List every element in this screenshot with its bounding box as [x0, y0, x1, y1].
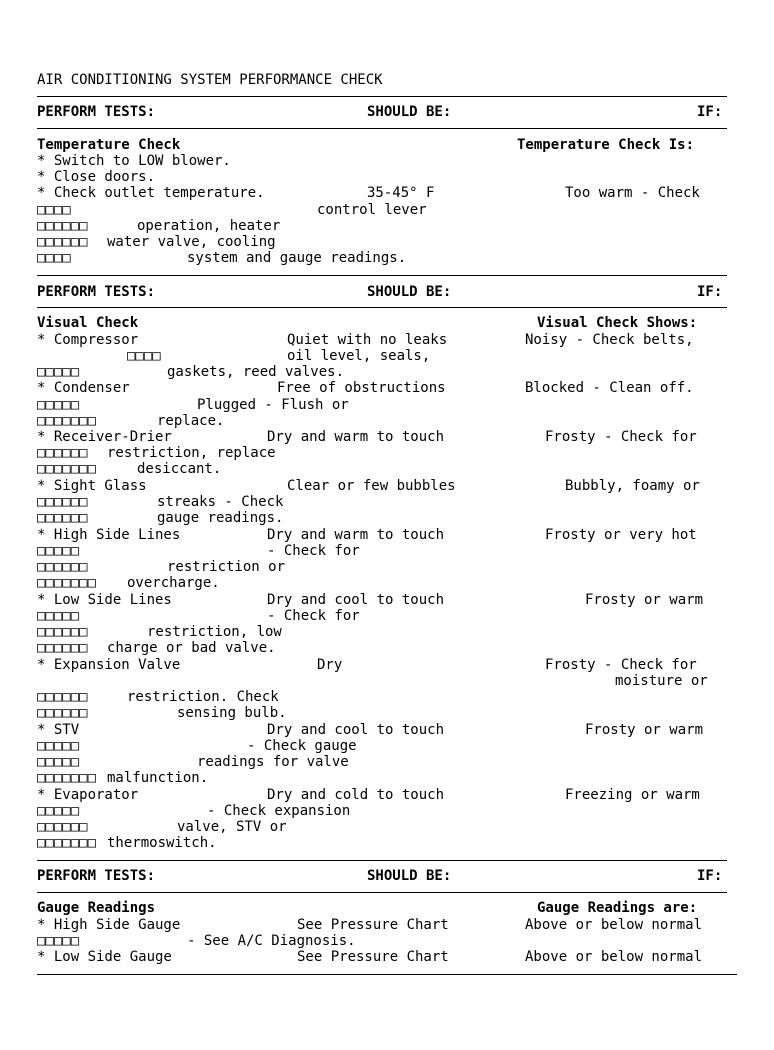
test-item-receiver-drier: * Receiver-Drier [37, 429, 172, 445]
continuation-text: control lever [317, 202, 427, 218]
should-value: Free of obstructions [277, 380, 446, 396]
box-glyphs: □□□□□□ [37, 494, 88, 510]
box-glyphs: □□□□ [37, 250, 71, 266]
continuation-text: charge or bad valve. [107, 640, 276, 656]
header-perform-tests: PERFORM TESTS: [37, 868, 156, 884]
should-value: Dry and cool to touch [267, 592, 445, 608]
box-glyphs: □□□□□□ [37, 819, 88, 835]
box-glyphs: □□□□□ [37, 754, 80, 770]
box-glyphs: □□□□ [127, 348, 161, 364]
continuation-text: oil level, seals, [287, 348, 431, 364]
should-value: Dry [317, 657, 343, 673]
if-value: Frosty or warm [585, 722, 704, 738]
continuation-text: - Check for [267, 543, 360, 559]
test-item-low-side-lines: * Low Side Lines [37, 592, 172, 608]
test-step: * Switch to LOW blower. [37, 153, 231, 169]
header-should-be: SHOULD BE: [367, 284, 452, 300]
if-value-continuation: moisture or [615, 673, 708, 689]
should-value: See Pressure Chart [297, 917, 449, 933]
box-glyphs: □□□□□□ [37, 510, 88, 526]
box-glyphs: □□□□□□ [37, 559, 88, 575]
if-value: Frosty or very hot [545, 527, 697, 543]
if-value: Frosty - Check for [545, 657, 697, 673]
if-value: Above or below normal [525, 917, 703, 933]
if-value: Freezing or warm [565, 787, 700, 803]
if-value: Frosty or warm [585, 592, 704, 608]
continuation-text: Plugged - Flush or [197, 397, 349, 413]
continuation-text: thermoswitch. [107, 835, 217, 851]
box-glyphs: □□□□□□ [37, 705, 88, 721]
rule [37, 96, 727, 97]
box-glyphs: □□□□□ [37, 803, 80, 819]
if-value: Noisy - Check belts, [525, 332, 694, 348]
section-if-title-gauge: Gauge Readings are: [537, 900, 698, 916]
continuation-text: gauge readings. [157, 510, 284, 526]
box-glyphs: □□□□□ [37, 364, 80, 380]
box-glyphs: □□□□□□□ [37, 461, 97, 477]
if-value: Bubbly, foamy or [565, 478, 700, 494]
continuation-text: desiccant. [137, 461, 222, 477]
continuation-text: replace. [157, 413, 225, 429]
continuation-text: operation, heater [137, 218, 281, 234]
box-glyphs: □□□□□□ [37, 624, 88, 640]
test-item-high-side-lines: * High Side Lines [37, 527, 181, 543]
test-item-low-side-gauge: * Low Side Gauge [37, 949, 172, 965]
should-value: See Pressure Chart [297, 949, 449, 965]
box-glyphs: □□□□□□□ [37, 770, 97, 786]
section-title-temperature: Temperature Check [37, 137, 181, 153]
rule [37, 974, 737, 975]
should-value: 35-45° F [367, 185, 435, 201]
continuation-text: streaks - Check [157, 494, 284, 510]
header-should-be: SHOULD BE: [367, 868, 452, 884]
box-glyphs: □□□□□ [37, 397, 80, 413]
box-glyphs: □□□□□□ [37, 218, 88, 234]
continuation-text: restriction. Check [127, 689, 279, 705]
continuation-text: system and gauge readings. [187, 250, 407, 266]
box-glyphs: □□□□□□□ [37, 575, 97, 591]
header-if: IF: [697, 104, 723, 120]
header-if: IF: [697, 284, 723, 300]
box-glyphs: □□□□□□□ [37, 835, 97, 851]
continuation-text: - See A/C Diagnosis. [187, 933, 356, 949]
continuation-text: readings for valve [197, 754, 349, 770]
should-value: Dry and warm to touch [267, 429, 445, 445]
continuation-text: overcharge. [127, 575, 220, 591]
should-value: Quiet with no leaks [287, 332, 448, 348]
continuation-text: valve, STV or [177, 819, 287, 835]
box-glyphs: □□□□ [37, 202, 71, 218]
if-value: Above or below normal [525, 949, 703, 965]
test-item-condenser: * Condenser [37, 380, 130, 396]
header-perform-tests: PERFORM TESTS: [37, 284, 156, 300]
test-step: * Close doors. [37, 169, 156, 185]
test-item-evaporator: * Evaporator [37, 787, 139, 803]
continuation-text: restriction, replace [107, 445, 276, 461]
continuation-text: - Check gauge [247, 738, 357, 754]
document-title: AIR CONDITIONING SYSTEM PERFORMANCE CHECK [37, 72, 383, 88]
box-glyphs: □□□□□ [37, 543, 80, 559]
should-value: Clear or few bubbles [287, 478, 456, 494]
test-item-stv: * STV [37, 722, 80, 738]
rule [37, 275, 727, 276]
test-item-expansion-valve: * Expansion Valve [37, 657, 181, 673]
should-value: Dry and warm to touch [267, 527, 445, 543]
test-item-sight-glass: * Sight Glass [37, 478, 147, 494]
if-value: Blocked - Clean off. [525, 380, 694, 396]
header-perform-tests: PERFORM TESTS: [37, 104, 156, 120]
continuation-text: - Check expansion [207, 803, 351, 819]
should-value: Dry and cold to touch [267, 787, 445, 803]
continuation-text: water valve, cooling [107, 234, 276, 250]
if-value: Frosty - Check for [545, 429, 697, 445]
continuation-text: restriction, low [147, 624, 282, 640]
box-glyphs: □□□□□□□ [37, 413, 97, 429]
test-item-high-side-gauge: * High Side Gauge [37, 917, 181, 933]
box-glyphs: □□□□□□ [37, 640, 88, 656]
rule [37, 892, 727, 893]
box-glyphs: □□□□□□ [37, 445, 88, 461]
test-item-compressor: * Compressor [37, 332, 139, 348]
should-value: Dry and cool to touch [267, 722, 445, 738]
test-step: * Check outlet temperature. [37, 185, 265, 201]
section-title-visual: Visual Check [37, 315, 139, 331]
box-glyphs: □□□□□ [37, 933, 80, 949]
rule [37, 128, 727, 129]
if-value: Too warm - Check [565, 185, 700, 201]
continuation-text: malfunction. [107, 770, 209, 786]
box-glyphs: □□□□□ [37, 738, 80, 754]
box-glyphs: □□□□□□ [37, 689, 88, 705]
box-glyphs: □□□□□□ [37, 234, 88, 250]
continuation-text: - Check for [267, 608, 360, 624]
section-if-title-temperature: Temperature Check Is: [517, 137, 695, 153]
continuation-text: restriction or [167, 559, 286, 575]
continuation-text: sensing bulb. [177, 705, 287, 721]
header-if: IF: [697, 868, 723, 884]
continuation-text: gaskets, reed valves. [167, 364, 345, 380]
box-glyphs: □□□□□ [37, 608, 80, 624]
section-title-gauge: Gauge Readings [37, 900, 156, 916]
rule [37, 860, 727, 861]
rule [37, 307, 727, 308]
header-should-be: SHOULD BE: [367, 104, 452, 120]
section-if-title-visual: Visual Check Shows: [537, 315, 698, 331]
